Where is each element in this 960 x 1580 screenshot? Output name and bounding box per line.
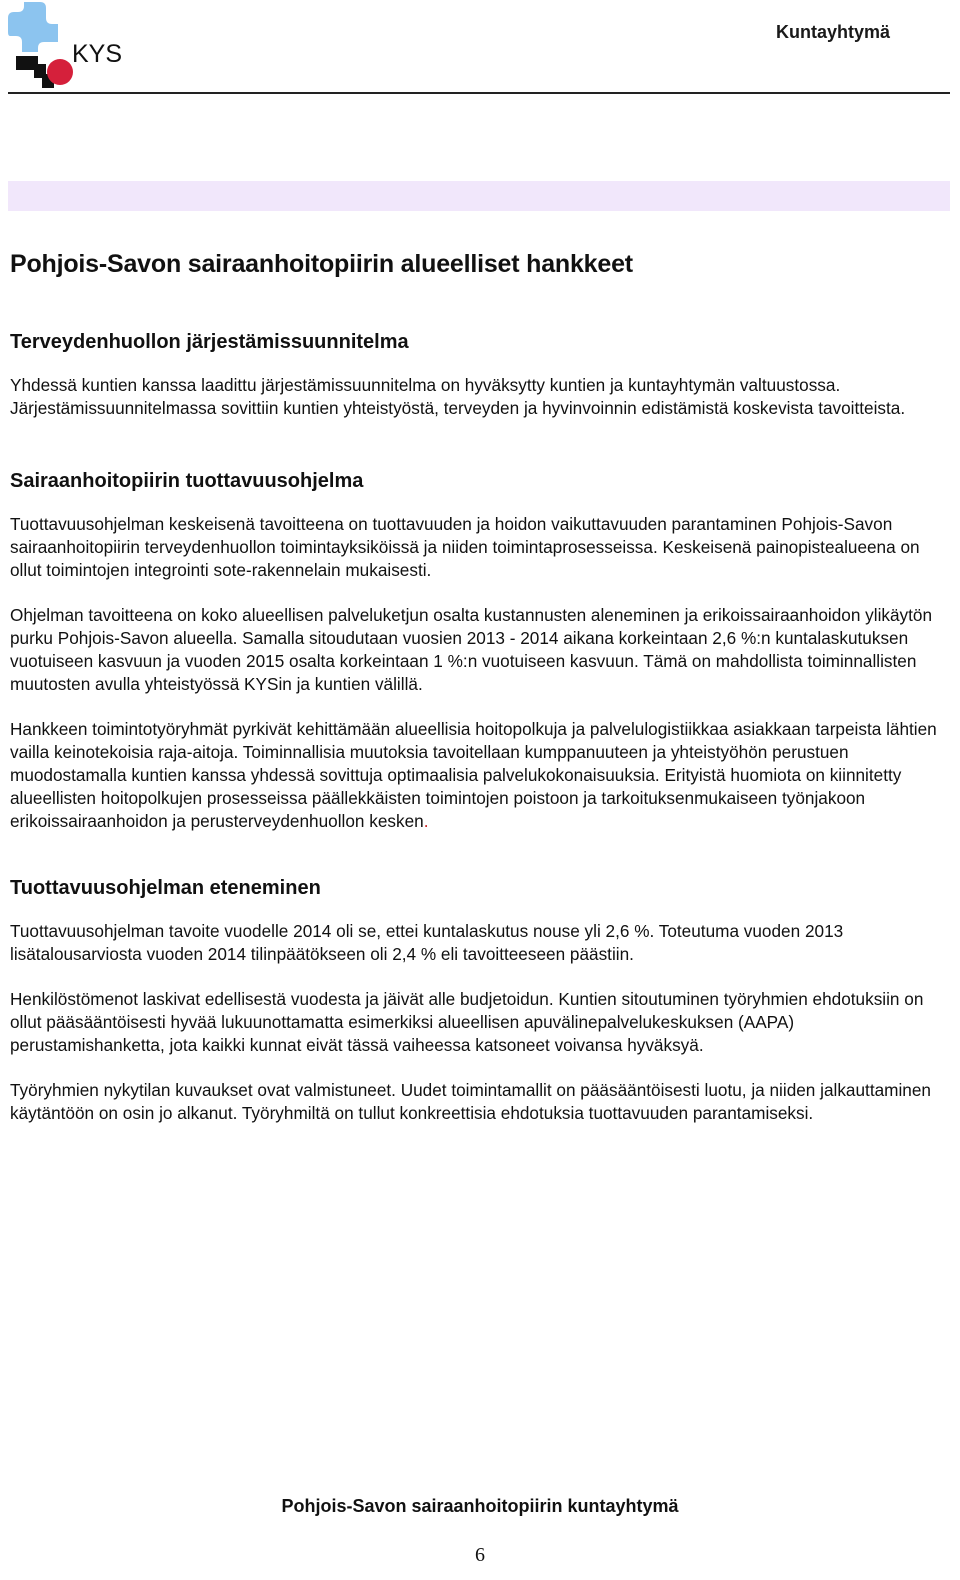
kys-logo: [8, 2, 128, 92]
header-band: [8, 181, 950, 211]
section-jarjestamissuunnitelma: [10, 331, 940, 420]
paragraph: [10, 718, 940, 833]
paragraph: Tuottavuusohjelman keskeisenä tavoitteena on tuottavuuden ja hoidon vaikuttavuuden parantaminen Pohjois-Savon sairaanhoitopiirin terveydenhuollon toimintayksiköissä ja niiden toimintaprosesseissa. Keskeisenä painopistealueena on ollut toimintojen integrointi sote-rakennelain mukaisesti.: [10, 514, 920, 580]
page-number: 6: [475, 1544, 485, 1566]
page-title: Pohjois-Savon sairaanhoitopiirin alueelliset hankkeet: [10, 250, 633, 278]
section-eteneminen: [10, 877, 940, 1125]
trailing-period: .: [423, 811, 429, 831]
paragraph: Tuottavuusohjelman tavoite vuodelle 2014 oli se, ettei kuntalaskutus nouse yli 2,6 %. Toteutuma vuoden 2013 lisätalousarviosta vuoden 2014 tilinpäätökseen oli 2,4 % eli tavoitteeseen päästiin.: [10, 921, 844, 964]
footer-organization: Pohjois-Savon sairaanhoitopiirin kuntayhtymä: [281, 1496, 679, 1516]
header-divider: [8, 92, 950, 94]
paragraph: Yhdessä kuntien kanssa laadittu järjestämissuunnitelma on hyväksytty kuntien ja kuntayhtymän valtuustossa. Järjestämissuunnitelmassa sovittiin kuntien yhteistyöstä, terveyden ja hyvinvoinnin edistämistä koskevista tavoitteista.: [10, 375, 906, 418]
logo-text: KYS: [72, 40, 123, 68]
section-tuottavuusohjelma: [10, 470, 940, 833]
organization-label: Kuntayhtymä: [775, 22, 890, 42]
paragraph: Henkilöstömenot laskivat edellisestä vuodesta ja jäivät alle budjetoidun. Kuntien sitoutuminen työryhmien ehdotuksiin on ollut pääsääntöisesti hyvää lukuunottamatta esimerkiksi alueellisen apuvälinepalvelukeskuksen (AAPA) perustamishanketta, jota kaikki kunnat eivät tässä vaiheessa katsoneet voivansa hyväksyä.: [10, 989, 924, 1055]
section-heading: Terveydenhuollon järjestämissuunnitelma: [10, 331, 409, 353]
section-heading: Sairaanhoitopiirin tuottavuusohjelma: [10, 470, 364, 492]
paragraph-text: Hankkeen toimintotyöryhmät pyrkivät kehittämään alueellisia hoitopolkuja ja palvelulogistiikkaa asiakkaan tarpeista lähtien vailla keinotekoisia raja-aitoja. Toiminnallisia muutoksia tavoitellaan kumppanuuteen ja yhteistyöhön perustuen muodostamalla kuntien kanssa yhdessä sovittuja optimaalisia palvelukokonaisuuksia. Erityistä huomiota on kiinnitetty alueellisten hoitopolkujen prosesseissa päällekkäisten toimintojen poistoon ja tarkoituksenmukaiseen työnjakoon erikoissairaanhoidon ja perusterveydenhuollon kesken: [10, 719, 937, 831]
paragraph: Ohjelman tavoitteena on koko alueellisen palveluketjun osalta kustannusten aleneminen ja erikoissairaanhoidon ylikäytön purku Pohjois-Savon alueella. Samalla sitoudutaan vuosien 2013 - 2014 aikana korkeintaan 2,6 %:n kuntalaskutuksen vuotuiseen kasvuun ja vuoden 2015 osalta korkeintaan 1 %:n vuotuiseen kasvuun. Tämä on mahdollista toiminnallisten muutosten avulla yhteistyössä KYSin ja kuntien välillä.: [10, 605, 933, 694]
document-body: [10, 250, 940, 1147]
paragraph: Työryhmien nykytilan kuvaukset ovat valmistuneet. Uudet toimintamallit on pääsääntöisesti luotu, ja niiden jalkauttaminen käytäntöön on osin jo alkanut. Työryhmiltä on tullut konkreettisia ehdotuksia tuottavuuden parantamiseksi.: [10, 1080, 931, 1123]
section-heading: Tuottavuusohjelman eteneminen: [10, 877, 321, 899]
